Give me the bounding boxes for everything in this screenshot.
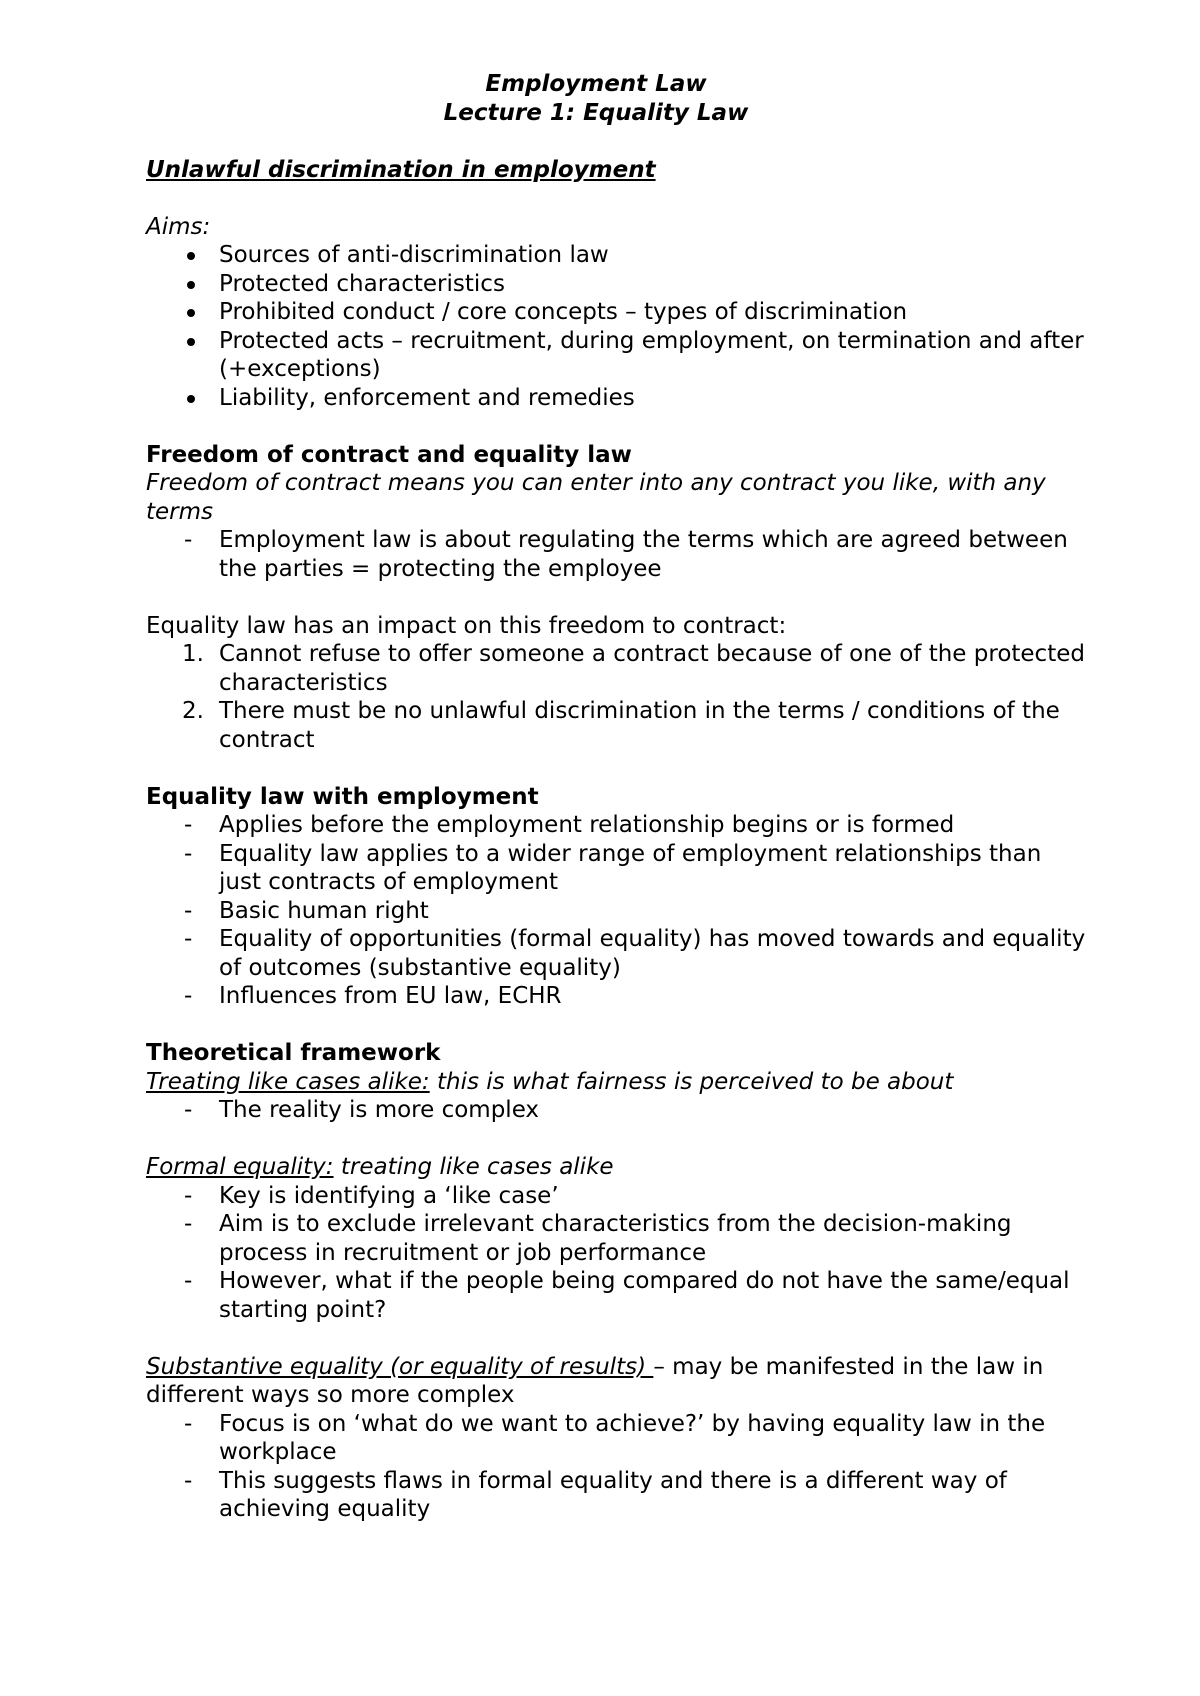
section-heading-theoretical-framework: Theoretical framework bbox=[146, 1040, 441, 1066]
substantive-equality-line: Substantive equality (or equality of results) – may be manifested in the law in different ways so more complex bbox=[146, 1353, 1044, 1408]
dash-bullet: - bbox=[184, 1467, 193, 1494]
section-heading-unlawful-discrimination: Unlawful discrimination in employment bbox=[146, 156, 656, 183]
dash-bullet: - bbox=[184, 812, 193, 838]
substantive-equality-list bbox=[146, 1410, 1086, 1524]
dash-list-item: - Equality of opportunities (formal equality) has moved towards and equality of outcomes (substantive equality) bbox=[184, 926, 1086, 981]
dash-bullet: - bbox=[184, 897, 193, 924]
dash-list-item: - Basic human right bbox=[184, 897, 429, 924]
numbered-list-item: 1. Cannot refuse to offer someone a contract because of one of the protected characteristics bbox=[182, 641, 1085, 696]
aims-list-item: Protected acts – recruitment, during employment, on termination and after (+exceptions) bbox=[146, 327, 1086, 384]
dash-bullet: - bbox=[184, 527, 193, 553]
dash-bullet: - bbox=[184, 1182, 193, 1209]
dash-bullet: - bbox=[184, 926, 193, 952]
dash-list-item: - Influences from EU law, ECHR bbox=[184, 983, 562, 1009]
impact-text: Equality law has an impact on this freedom to contract: bbox=[146, 612, 787, 639]
aims-list-item: Liability, enforcement and remedies bbox=[146, 384, 1086, 413]
aims-list-item: Protected characteristics bbox=[146, 270, 1086, 299]
dash-bullet: - bbox=[184, 1211, 193, 1237]
dash-list-item: - This suggests flaws in formal equality and there is a different way of achieving equality bbox=[184, 1467, 1007, 1522]
treating-list bbox=[146, 1096, 1086, 1125]
aims-label: Aims: bbox=[146, 213, 211, 240]
impact-numbered-list bbox=[146, 640, 1086, 754]
aims-list bbox=[146, 241, 1086, 412]
dash-list-item: - Aim is to exclude irrelevant characteristics from the decision-making process in recruitment or job performance bbox=[184, 1211, 1012, 1266]
formal-equality-line: Formal equality: treating like cases alike bbox=[146, 1154, 614, 1180]
dash-bullet: - bbox=[184, 840, 193, 867]
number-marker: 2. bbox=[182, 698, 204, 724]
aims-list-item: Prohibited conduct / core concepts – types of discrimination bbox=[146, 298, 1086, 327]
formal-equality-list bbox=[146, 1182, 1086, 1325]
numbered-list-item: 2. There must be no unlawful discrimination in the terms / conditions of the contract bbox=[182, 698, 1060, 753]
section-heading-freedom-of-contract: Freedom of contract and equality law bbox=[146, 441, 632, 468]
section-heading-equality-law-with-employment: Equality law with employment bbox=[146, 783, 539, 810]
dash-bullet: - bbox=[184, 1410, 193, 1437]
freedom-of-contract-intro: Freedom of contract means you can enter into any contract you like, with any terms bbox=[146, 470, 1046, 525]
dash-list-item: - The reality is more complex bbox=[184, 1097, 540, 1123]
document-page bbox=[146, 70, 1086, 1524]
document-subtitle: Lecture 1: Equality Law bbox=[443, 99, 749, 126]
dash-bullet: - bbox=[184, 983, 193, 1009]
dash-list-item: - Applies before the employment relationship begins or is formed bbox=[184, 812, 955, 838]
dash-bullet: - bbox=[184, 1097, 193, 1123]
dash-list-item: - However, what if the people being compared do not have the same/equal starting point? bbox=[184, 1268, 1070, 1323]
number-marker: 1. bbox=[182, 641, 204, 667]
dash-list-item: - Equality law applies to a wider range of employment relationships than just contracts of employment bbox=[184, 840, 1042, 895]
equality-employment-list bbox=[146, 811, 1086, 1011]
document-title: Employment Law bbox=[485, 71, 707, 97]
freedom-dash-list bbox=[146, 526, 1086, 583]
treating-like-cases-line: Treating like cases alike: this is what fairness is perceived to be about bbox=[146, 1068, 954, 1095]
dash-list-item: - Key is identifying a ‘like case’ bbox=[184, 1182, 559, 1209]
dash-bullet: - bbox=[184, 1268, 193, 1294]
dash-list-item: - Focus is on ‘what do we want to achieve?’ by having equality law in the workplace bbox=[184, 1410, 1046, 1465]
aims-list-item: Sources of anti-discrimination law bbox=[146, 241, 1086, 270]
dash-list-item: - Employment law is about regulating the terms which are agreed between the parties = protecting the employee bbox=[184, 527, 1068, 582]
